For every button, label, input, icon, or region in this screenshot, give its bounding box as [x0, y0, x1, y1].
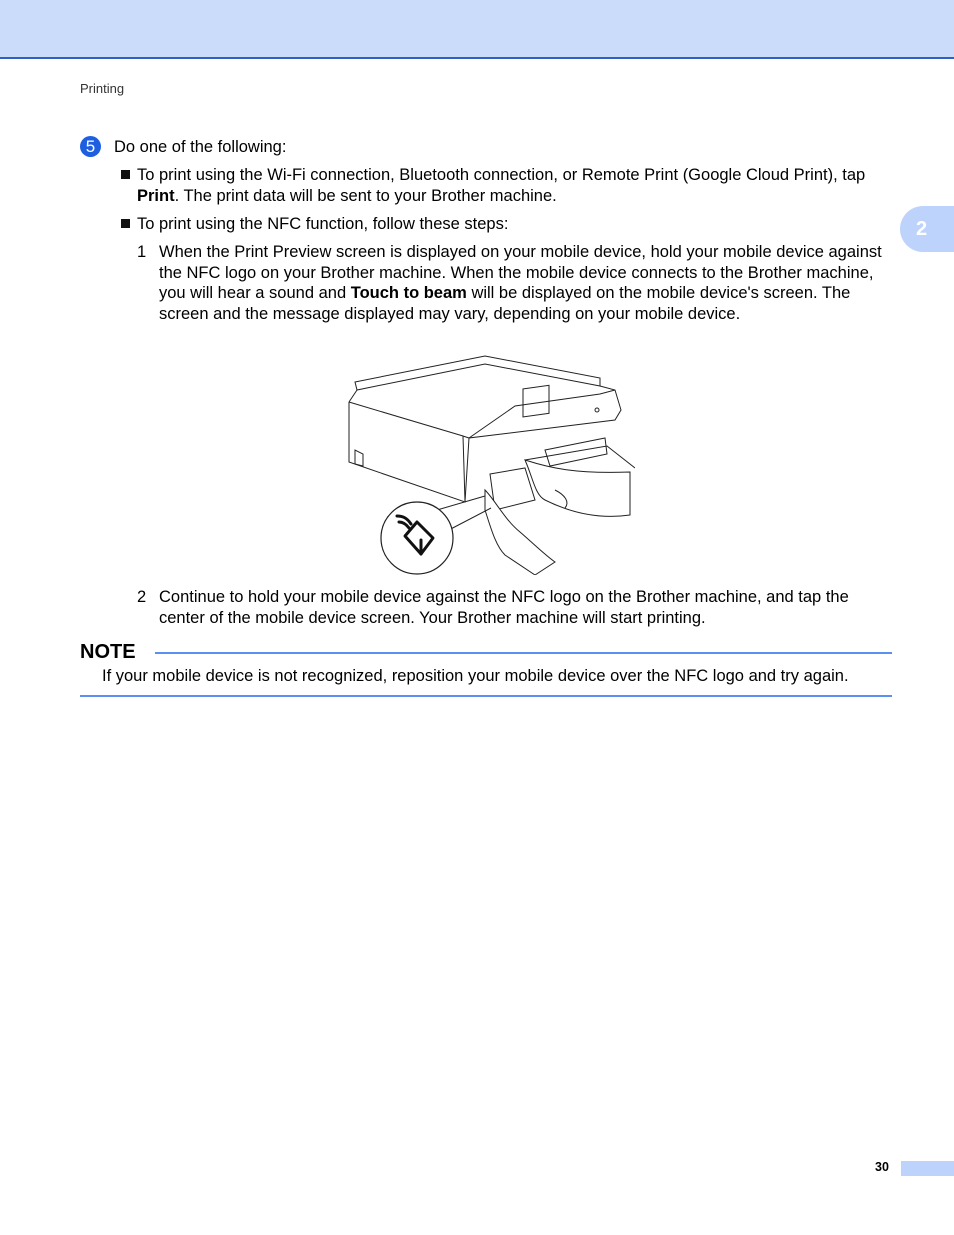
square-bullet-icon: [121, 170, 130, 179]
chapter-tab: 2: [900, 206, 954, 252]
square-bullet-icon: [121, 219, 130, 228]
note-text: If your mobile device is not recognized, reposition your mobile device over the NFC logo and try again.: [102, 667, 849, 685]
note-bottom-divider: [80, 695, 892, 697]
option-nfc: To print using the NFC function, follow these steps:: [137, 215, 509, 233]
page-number: 30: [875, 1160, 889, 1174]
step-intro: Do one of the following:: [114, 138, 287, 156]
page-number-bar: [901, 1161, 954, 1176]
section-label: Printing: [80, 81, 125, 96]
substep-2-text: Continue to hold your mobile device against the NFC logo on the Brother machine, and tap the center of the mobile device screen. Your Brother machine will start printing.: [159, 588, 849, 627]
note-divider: [155, 652, 892, 654]
substep-number: 1: [137, 243, 147, 261]
step-number-badge: 5: [80, 136, 101, 157]
substep-1-text: When the Print Preview screen is displayed on your mobile device, hold your mobile device against the NFC logo on your Brother machine. When the mobile device connects to the Brother machine, you will hear a sound and Touch to beam will be displayed on the mobile device's screen. The screen and the message displayed may vary, depending on your mobile device.: [159, 243, 882, 323]
nfc-logo-icon: [381, 502, 453, 574]
header-band: [0, 0, 954, 59]
option-wifi: To print using the Wi-Fi connection, Bluetooth connection, or Remote Print (Google Cloud Print), tap Print. The print data will be sent to your Brother machine.: [137, 166, 866, 205]
substep-number: 2: [137, 588, 147, 606]
printer-nfc-illustration: [345, 350, 635, 575]
note-title: NOTE: [80, 641, 136, 663]
